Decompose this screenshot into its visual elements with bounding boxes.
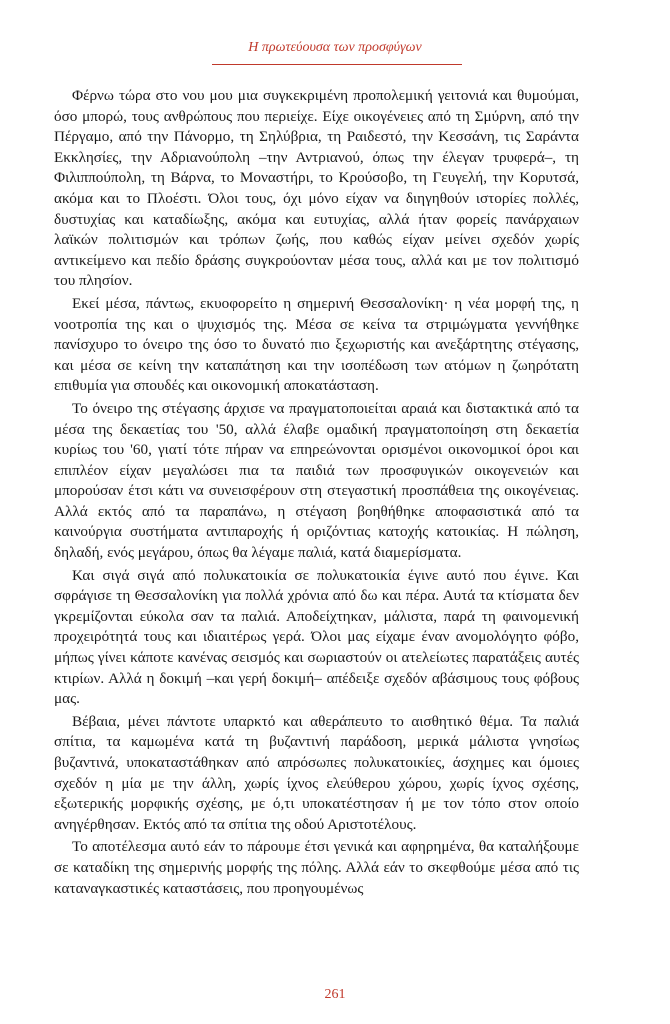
text-body	[54, 86, 579, 901]
header-rule	[212, 64, 462, 65]
paragraph: Φέρνω τώρα στο νου μου μια συγκεκριμένη προπολεμική γειτονιά και θυμούμαι, όσο μπορώ, τους ανθρώπους που περιείχε. Είχε οικογένειες από τη Σμύρνη, από την Πέργαμο, από την Πάνορμο, τη Σηλύβρια, τη Ραιδεστό, την Κεσσάνη, τις Σαράντα Εκκλησίες, την Αδριανούπολη –την Αντριανού, όπως την έλεγαν τρυφερά–, τη Φιλιππούπολη, τη Βάρνα, το Μοναστήρι, το Κρούσοβο, τη Γευγελή, την Κορυτσά, ακόμα και το Πλοέστι. Όλοι τους, όχι μόνο είχαν να διηγηθούν ιστορίες πολλές, δυστυχίας και καταδίωξης, ακόμα και ευτυχίας, αλλά ήταν φορείς πανάρχαιων λαϊκών πολιτισμών και τρόπων ζωής, που καθώς είχαν μείνει σχεδόν χωρίς αντικείμενο και πεδίο δράσης συγκρούονταν μέσα τους, αλλά και με τον πολιτισμό του πλησίον.	[54, 87, 579, 290]
paragraph: Εκεί μέσα, πάντως, εκυοφορείτο η σημερινή Θεσσαλονίκη· η νέα μορφή της, η νοοτροπία της και ο ψυχισμός της. Μέσα σε κείνα τα στριμώγματα γεννήθηκε πανίσχυρο το όνειρο της όσο το δυνατό πιο ξεχωριστής και ανεξάρτητης στέγασης, και μέσα σε κείνη την καταπάτηση και την ισοπέδωση των ατόμων η ζωηρότατη επιθυμία για σπουδές και οικονομική αποκατάσταση.	[54, 294, 579, 395]
paragraph: Το αποτέλεσμα αυτό εάν το πάρουμε έτσι γενικά και αφηρημένα, θα καταλήξουμε σε καταδίκη της σημερινής μορφής της πόλης. Αλλά εάν το σκεφθούμε μέσα από τις καταναγκαστικές καταστάσεις, που προηγουμένως	[54, 838, 579, 897]
paragraph: Και σιγά σιγά από πολυκατοικία σε πολυκατοικία έγινε αυτό που έγινε. Και σφράγισε τη Θεσσαλονίκη για πολλά χρόνια από δω και πέρα. Αυτά τα κτίσματα δεν γκρεμίζονται εύκολα σαν τα παλιά. Αποδείχτηκαν, μάλιστα, παρά τη φαινομενική προχειρότητά τους και ιδιαιτέρως γερά. Όλοι μας είχαμε έναν ανομολόγητο φόβο, μήπως γίνει κάποτε κανένας σεισμός και σωριαστούν οι ατελείωτες παρατάξεις αυτές κτιρίων. Αλλά η δοκιμή –και γερή δοκιμή– απέδειξε σχεδόν αβάσιμους τους φόβους μας.	[54, 566, 579, 708]
page-number: 261	[324, 987, 346, 1002]
running-title: Η πρωτεύουσα των προσφύγων	[248, 40, 422, 55]
paragraph: Το όνειρο της στέγασης άρχισε να πραγματοποιείται αραιά και διστακτικά από τα μέσα της δεκαετίας του '50, αλλά έλαβε ομαδική πραγματοποίηση στη δεκαετία κυρίως του '60, γιατί τότε πήραν να επηρεώνονται ορισμένοι οικονομικοί όροι και επιπλέον είχαν μεγαλώσει πια τα παιδιά των προσφυγικών οικογενειών και μπορούσαν έτσι κάτι να συνεισφέρουν στη στεγαστική προσπάθεια της οικογένειας. Αλλά εκτός από τα παραπάνω, η στέγαση βοηθήθηκε αποφασιστικά από τα καινούργια συστήματα αντιπαροχής ή οριζόντιας κατοχής κατοικίας. Η πώληση, δηλαδή, ενός μεγάρου, όπως θα λέγαμε παλιά, κατά διαμερίσματα.	[54, 399, 579, 562]
paragraph: Βέβαια, μένει πάντοτε υπαρκτό και αθεράπευτο το αισθητικό θέμα. Τα παλιά σπίτια, τα καμωμένα κατά τη βυζαντινή παράδοση, μερικά μάλιστα γνησίως βυζαντινά, υποκαταστάθηκαν από απρόσωπες πολυκατοικίες, άσχημες και όμοιες σχεδόν η μία με την άλλη, χωρίς ίχνος ελεύθερου χώρου, χωρίς ίχνος σχέσης, εξωτερικής μορφικής σχέσης, με ό,τι υποκατέστησαν ή με τον τόπο στον οποίο ανηγέρθησαν. Εκτός από τα σπίτια της οδού Αριστοτέλους.	[54, 712, 579, 833]
